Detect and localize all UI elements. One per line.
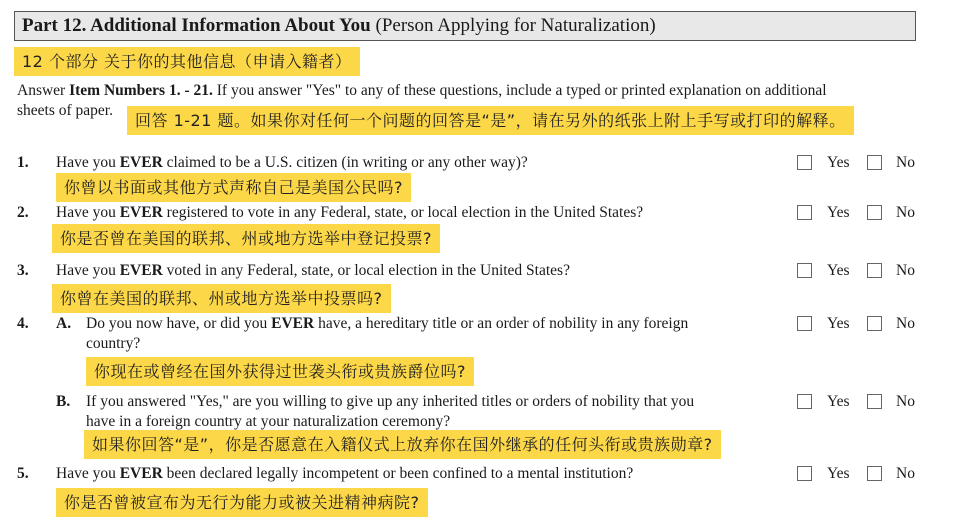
q2-yes-label: Yes bbox=[827, 204, 850, 221]
question-1-translation: 你曾以书面或其他方式声称自己是美国公民吗? bbox=[56, 173, 411, 202]
q1-pre: Have you bbox=[56, 154, 120, 171]
q3-bold: EVER bbox=[119, 262, 163, 279]
q5-yes-label: Yes bbox=[827, 465, 850, 482]
q4a-no-label: No bbox=[896, 315, 915, 332]
q4b-no-checkbox[interactable] bbox=[867, 394, 882, 409]
part-title-bold: Part 12. Additional Information About You bbox=[22, 15, 371, 36]
q2-bold: EVER bbox=[119, 204, 163, 221]
question-2-translation: 你是否曾在美国的联邦、州或地方选举中登记投票? bbox=[52, 224, 440, 253]
instructions-bold: Item Numbers 1. - 21. bbox=[69, 82, 213, 99]
part-translation: 12 个部分 关于你的其他信息（申请入籍者） bbox=[14, 47, 360, 76]
question-4b-translation: 如果你回答“是”，你是否愿意在入籍仪式上放弃你在国外继承的任何头衔或贵族勋章? bbox=[84, 430, 721, 459]
q5-pre: Have you bbox=[56, 465, 120, 482]
q4b-yes-label: Yes bbox=[827, 393, 850, 410]
question-4a-line-2: country? bbox=[86, 335, 141, 352]
q2-post: registered to vote in any Federal, state, or local election in the United States? bbox=[162, 204, 644, 221]
instructions-line-2: sheets of paper. bbox=[17, 102, 113, 119]
instructions-line-1 bbox=[17, 81, 827, 101]
question-number: 4. bbox=[17, 315, 29, 332]
q1-yes-label: Yes bbox=[827, 154, 850, 171]
q5-post: been declared legally incompetent or been confined to a mental institution? bbox=[162, 465, 634, 482]
part-title-rest: (Person Applying for Naturalization) bbox=[370, 15, 656, 36]
question-2-text bbox=[56, 203, 643, 223]
question-number: 2. bbox=[17, 204, 29, 221]
q3-yes-checkbox[interactable] bbox=[797, 263, 812, 278]
q5-bold: EVER bbox=[119, 465, 163, 482]
q4a-post: have, a hereditary title or an order of nobility in any foreign bbox=[314, 315, 689, 332]
instructions-pre: Answer bbox=[17, 82, 70, 99]
q1-no-label: No bbox=[896, 154, 915, 171]
instructions-post: If you answer "Yes" to any of these questions, include a typed or printed explanation on additional bbox=[212, 82, 827, 99]
q2-no-label: No bbox=[896, 204, 915, 221]
q2-yes-checkbox[interactable] bbox=[797, 205, 812, 220]
question-5-text bbox=[56, 464, 633, 484]
instructions-translation: 回答 1-21 题。如果你对任何一个问题的回答是“是”，请在另外的纸张上附上手写或打印的解释。 bbox=[127, 106, 854, 135]
q5-yes-checkbox[interactable] bbox=[797, 466, 812, 481]
q4a-bold: EVER bbox=[271, 315, 315, 332]
q2-pre: Have you bbox=[56, 204, 120, 221]
question-number: 3. bbox=[17, 262, 29, 279]
question-1-text bbox=[56, 153, 528, 173]
question-4a-text bbox=[86, 314, 688, 334]
q4b-yes-checkbox[interactable] bbox=[797, 394, 812, 409]
q1-post: claimed to be a U.S. citizen (in writing or any other way)? bbox=[162, 154, 528, 171]
question-letter: B. bbox=[56, 393, 71, 410]
q5-no-label: No bbox=[896, 465, 915, 482]
part-12-header bbox=[14, 11, 916, 41]
question-4b-line-2: have in a foreign country at your naturalization ceremony? bbox=[86, 413, 451, 430]
q1-yes-checkbox[interactable] bbox=[797, 155, 812, 170]
question-4a-translation: 你现在或曾经在国外获得过世袭头衔或贵族爵位吗? bbox=[86, 357, 474, 386]
q3-post: voted in any Federal, state, or local election in the United States? bbox=[162, 262, 570, 279]
q3-no-checkbox[interactable] bbox=[867, 263, 882, 278]
q3-pre: Have you bbox=[56, 262, 120, 279]
q4a-yes-label: Yes bbox=[827, 315, 850, 332]
q4a-yes-checkbox[interactable] bbox=[797, 316, 812, 331]
question-number: 1. bbox=[17, 154, 29, 171]
q1-bold: EVER bbox=[119, 154, 163, 171]
q4a-pre: Do you now have, or did you bbox=[86, 315, 272, 332]
q4a-no-checkbox[interactable] bbox=[867, 316, 882, 331]
question-3-translation: 你曾在美国的联邦、州或地方选举中投票吗? bbox=[52, 284, 391, 313]
q5-no-checkbox[interactable] bbox=[867, 466, 882, 481]
question-4b-line-1: If you answered "Yes," are you willing to give up any inherited titles or orders of nobility that you bbox=[86, 393, 695, 410]
q3-no-label: No bbox=[896, 262, 915, 279]
question-5-translation: 你是否曾被宣布为无行为能力或被关进精神病院? bbox=[56, 488, 428, 517]
question-3-text bbox=[56, 261, 570, 281]
q4b-no-label: No bbox=[896, 393, 915, 410]
q1-no-checkbox[interactable] bbox=[867, 155, 882, 170]
q2-no-checkbox[interactable] bbox=[867, 205, 882, 220]
question-number: 5. bbox=[17, 465, 29, 482]
question-letter: A. bbox=[56, 315, 72, 332]
q3-yes-label: Yes bbox=[827, 262, 850, 279]
